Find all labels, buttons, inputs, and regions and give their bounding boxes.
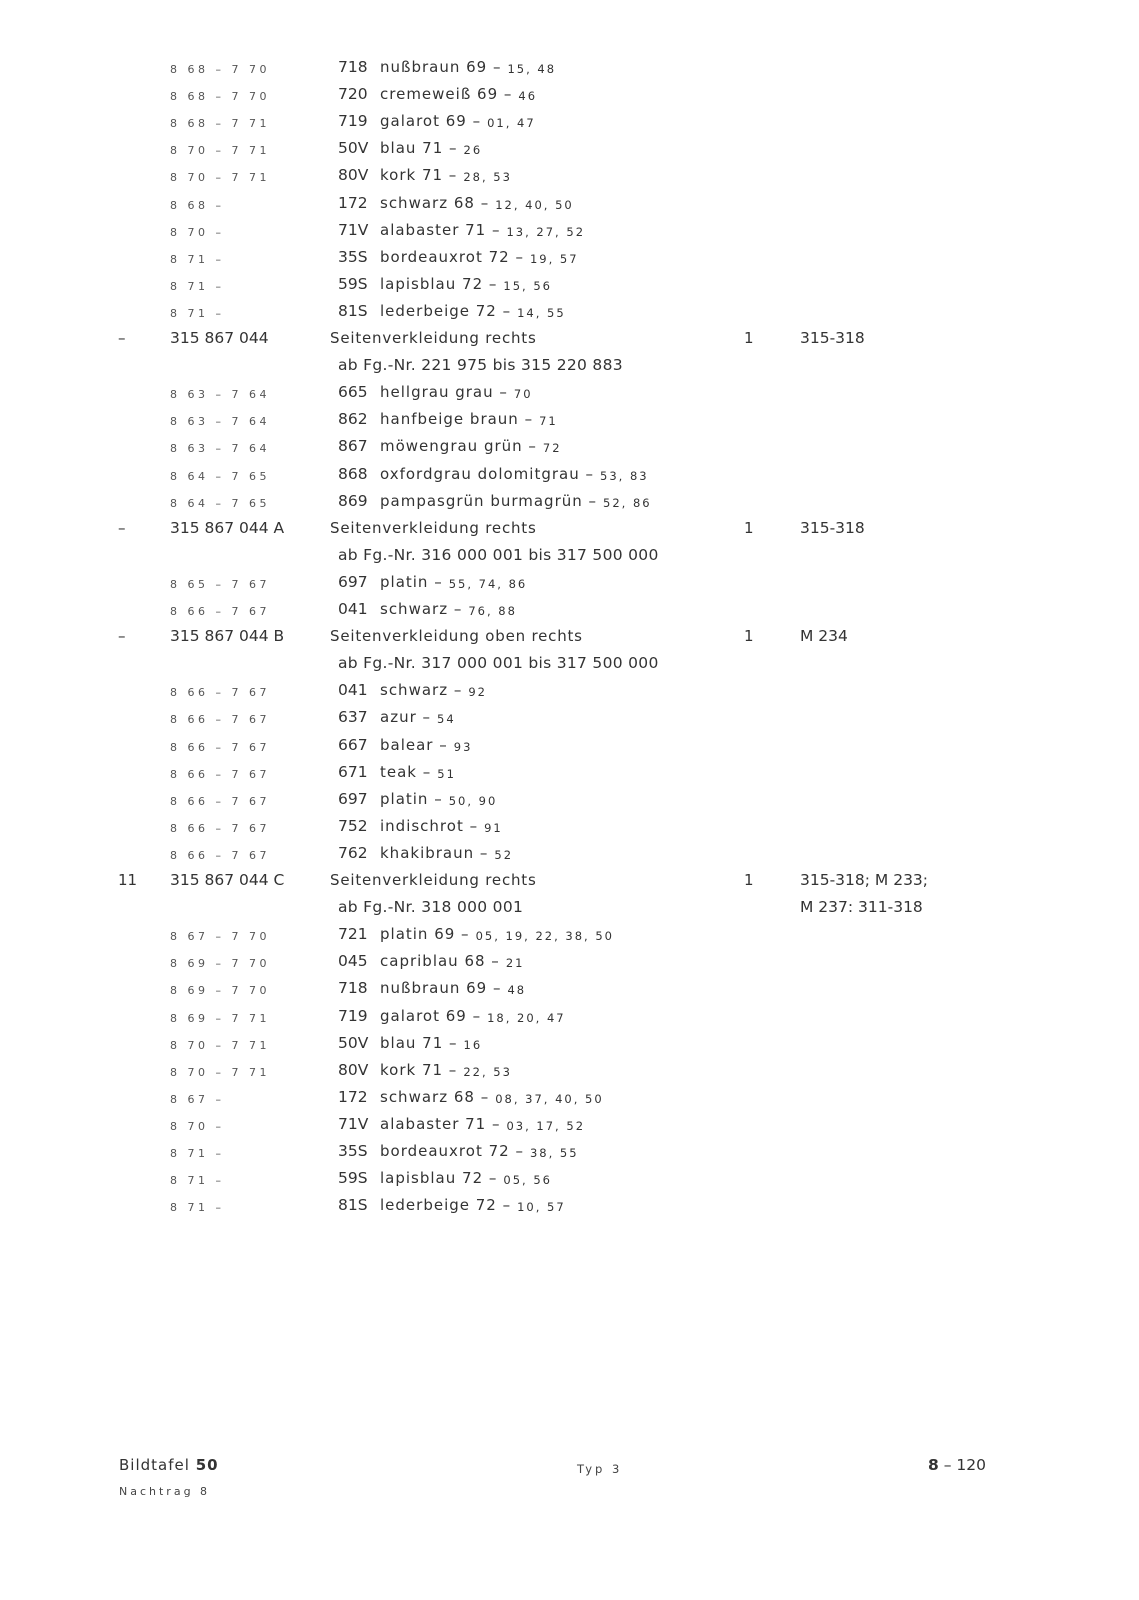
color-code: 59S (338, 1169, 368, 1188)
color-row (0, 952, 1139, 979)
color-name: schwarz 68 – (380, 193, 490, 212)
application-codes: 92 (468, 685, 487, 700)
application-codes: 01, 47 (487, 116, 536, 131)
part-description: Seitenverkleidung rechts (330, 518, 537, 537)
color-code: 71V (338, 1114, 369, 1133)
color-name: nußbraun 69 – (380, 58, 502, 76)
color-code: 59S (338, 274, 368, 293)
color-name: platin 69 – (380, 925, 470, 944)
color-row (0, 248, 1139, 275)
application-codes: 15, 48 (507, 62, 557, 76)
color-row (0, 763, 1139, 790)
application-codes: 46 (518, 89, 538, 104)
supplement-label: Nachtrag 8 (119, 1485, 211, 1498)
date-range: 8 71 – (170, 1201, 225, 1215)
color-row (0, 708, 1139, 735)
color-row (0, 465, 1139, 492)
application-codes: 08, 37, 40, 50 (495, 1091, 604, 1106)
color-name: möwengrau grün – (380, 437, 537, 456)
color-code: 50V (338, 139, 369, 158)
part-number: 315 867 044 B (170, 627, 285, 646)
application-codes: 21 (505, 956, 525, 971)
color-row (0, 410, 1139, 437)
date-range: 8 63 – 7 64 (170, 415, 270, 429)
item-marker: 11 (118, 871, 138, 889)
part-row (0, 871, 1139, 898)
application-codes: 03, 17, 52 (506, 1118, 586, 1133)
color-code: 752 (338, 816, 368, 835)
application-codes: 48 (507, 983, 527, 998)
application-codes: 71 (539, 414, 558, 429)
chassis-range: ab Fg.-Nr. 317 000 001 bis 317 500 000 (338, 654, 659, 673)
date-range: 8 66 – 7 67 (170, 794, 270, 808)
date-range: 8 70 – 7 71 (170, 1065, 270, 1079)
color-name: cremeweiß 69 – (380, 85, 513, 104)
application-codes: 05, 19, 22, 38, 50 (475, 929, 614, 944)
application-codes: 70 (513, 387, 533, 402)
date-range: 8 71 – (170, 1174, 225, 1188)
color-row (0, 85, 1139, 112)
type-label: Typ 3 (577, 1462, 623, 1476)
date-range: 8 66 – 7 67 (170, 740, 270, 754)
color-row (0, 1115, 1139, 1142)
color-code: 697 (338, 572, 368, 591)
date-range: 8 70 – (170, 225, 225, 239)
color-code: 719 (338, 1006, 368, 1025)
chassis-range: ab Fg.-Nr. 318 000 001 (338, 898, 524, 917)
part-number: 315 867 044 A (170, 518, 285, 537)
date-range: 8 66 – 7 67 (170, 686, 270, 700)
color-code: 172 (338, 193, 368, 212)
date-range: 8 69 – 7 71 (170, 1011, 270, 1025)
application-codes: 91 (484, 820, 503, 835)
item-marker: – (118, 329, 126, 347)
date-range: 8 66 – 7 67 (170, 767, 270, 781)
quantity: 1 (744, 329, 754, 347)
color-code: 172 (338, 1087, 368, 1106)
color-name: pampasgrün burmagrün – (380, 491, 598, 510)
application-codes: 26 (463, 143, 483, 158)
date-range: 8 71 – (170, 306, 225, 320)
part-description: Seitenverkleidung rechts (330, 329, 537, 347)
color-name: lederbeige 72 – (380, 1196, 512, 1215)
color-name: alabaster 71 – (380, 1114, 501, 1133)
remark: 315-318; M 233; (800, 871, 929, 889)
color-name: khakibraun – (380, 843, 489, 862)
date-range: 8 63 – 7 64 (170, 388, 270, 402)
color-row (0, 383, 1139, 410)
remark: 315-318 (800, 518, 865, 537)
date-range: 8 70 – 7 71 (170, 1038, 270, 1052)
application-codes: 52 (494, 847, 514, 862)
date-range: 8 68 – (170, 198, 225, 212)
date-range: 8 67 – 7 70 (170, 930, 270, 944)
color-code: 867 (338, 437, 368, 456)
color-name: alabaster 71 – (380, 220, 501, 239)
quantity: 1 (744, 518, 754, 537)
item-marker: – (118, 627, 126, 646)
color-row (0, 925, 1139, 952)
color-code: 81S (338, 1196, 368, 1215)
color-row (0, 112, 1139, 139)
application-codes: 55, 74, 86 (448, 576, 528, 591)
color-row (0, 437, 1139, 464)
color-row (0, 58, 1139, 85)
color-code: 35S (338, 247, 368, 266)
remark: 315-318 (800, 329, 865, 347)
application-codes: 54 (437, 712, 456, 727)
color-code: 862 (338, 410, 368, 429)
application-codes: 19, 57 (529, 251, 579, 266)
color-row (0, 1007, 1139, 1034)
color-name: lederbeige 72 – (380, 301, 512, 320)
part-description: Seitenverkleidung oben rechts (330, 627, 583, 646)
color-code: 720 (338, 85, 368, 104)
color-row (0, 844, 1139, 871)
color-code: 81S (338, 301, 368, 320)
color-name: teak – (380, 762, 432, 781)
color-code: 762 (338, 843, 368, 862)
application-codes: 14, 55 (517, 305, 566, 320)
color-code: 718 (338, 58, 368, 76)
color-code: 71V (338, 220, 369, 239)
application-codes: 18, 20, 47 (487, 1010, 566, 1025)
range-row (0, 898, 1139, 925)
color-code: 041 (338, 600, 368, 618)
date-range: 8 67 – (170, 1092, 225, 1106)
date-range: 8 70 – (170, 1119, 225, 1133)
application-codes: 13, 27, 52 (506, 224, 586, 239)
color-name: hellgrau grau – (380, 383, 508, 402)
date-range: 8 71 – (170, 1147, 225, 1160)
color-row (0, 1088, 1139, 1115)
color-row (0, 1142, 1139, 1169)
page-number: 8 – 120 (928, 1456, 987, 1474)
color-row (0, 1034, 1139, 1061)
part-row (0, 519, 1139, 546)
date-range: 8 64 – 7 65 (170, 496, 270, 510)
color-row (0, 1061, 1139, 1088)
color-code: 041 (338, 681, 368, 700)
application-codes: 22, 53 (463, 1064, 512, 1079)
chassis-range: ab Fg.-Nr. 316 000 001 bis 317 500 000 (338, 545, 659, 564)
color-code: 35S (338, 1142, 368, 1160)
chassis-range: ab Fg.-Nr. 221 975 bis 315 220 883 (338, 356, 623, 375)
color-name: blau 71 – (380, 139, 458, 158)
application-codes: 52, 86 (603, 495, 652, 510)
application-codes: 93 (453, 739, 473, 754)
application-codes: 51 (437, 766, 456, 781)
color-code: 637 (338, 708, 368, 727)
part-row (0, 627, 1139, 654)
remark: M 237: 311-318 (800, 898, 923, 917)
color-code: 50V (338, 1033, 369, 1052)
color-row (0, 736, 1139, 763)
date-range: 8 71 – (170, 279, 225, 293)
color-code: 667 (338, 735, 368, 754)
date-range: 8 65 – 7 67 (170, 577, 270, 591)
color-row (0, 1169, 1139, 1196)
application-codes: 38, 55 (529, 1146, 579, 1160)
range-row (0, 546, 1139, 573)
plate-label: Bildtafel 50 (119, 1456, 219, 1474)
date-range: 8 70 – 7 71 (170, 171, 270, 185)
color-code: 665 (338, 383, 368, 402)
part-number: 315 867 044 (170, 329, 269, 347)
date-range: 8 69 – 7 70 (170, 957, 270, 971)
quantity: 1 (744, 871, 754, 889)
color-row (0, 275, 1139, 302)
color-name: schwarz – (380, 681, 463, 700)
color-name: platin – (380, 789, 443, 808)
color-row (0, 573, 1139, 600)
color-name: kork 71 – (380, 1060, 458, 1079)
color-name: oxfordgrau dolomitgrau – (380, 464, 594, 483)
range-row (0, 356, 1139, 383)
color-code: 869 (338, 491, 368, 510)
color-row (0, 790, 1139, 817)
color-code: 80V (338, 166, 369, 185)
application-codes: 76, 88 (468, 604, 517, 618)
color-name: galarot 69 – (380, 112, 482, 131)
date-range: 8 66 – 7 67 (170, 848, 270, 862)
application-codes: 50, 90 (448, 793, 498, 808)
color-name: bordeauxrot 72 – (380, 1142, 524, 1160)
part-number: 315 867 044 C (170, 871, 285, 889)
application-codes: 28, 53 (463, 170, 512, 185)
color-name: lapisblau 72 – (380, 274, 498, 293)
remark: M 234 (800, 627, 848, 646)
color-name: galarot 69 – (380, 1006, 482, 1025)
color-name: azur – (380, 708, 432, 727)
color-row (0, 492, 1139, 519)
date-range: 8 69 – 7 70 (170, 984, 270, 998)
date-range: 8 66 – 7 67 (170, 713, 270, 727)
color-name: capriblau 68 – (380, 952, 500, 971)
part-description: Seitenverkleidung rechts (330, 871, 537, 889)
color-code: 80V (338, 1060, 369, 1079)
item-marker: – (118, 518, 126, 537)
color-row (0, 194, 1139, 221)
application-codes: 15, 56 (503, 278, 552, 293)
color-name: schwarz 68 – (380, 1087, 490, 1106)
date-range: 8 68 – 7 70 (170, 63, 270, 76)
color-code: 721 (338, 925, 368, 944)
application-codes: 16 (463, 1037, 483, 1052)
quantity: 1 (744, 627, 754, 646)
color-name: blau 71 – (380, 1033, 458, 1052)
color-code: 671 (338, 762, 368, 781)
color-code: 718 (338, 979, 368, 998)
date-range: 8 64 – 7 65 (170, 469, 270, 483)
application-codes: 12, 40, 50 (495, 197, 574, 212)
color-row (0, 139, 1139, 166)
date-range: 8 71 – (170, 252, 225, 266)
color-row (0, 1196, 1139, 1223)
color-row (0, 681, 1139, 708)
date-range: 8 68 – 7 71 (170, 117, 270, 131)
color-code: 697 (338, 789, 368, 808)
color-row (0, 221, 1139, 248)
color-name: kork 71 – (380, 166, 458, 185)
color-row (0, 302, 1139, 329)
color-row (0, 979, 1139, 1006)
color-name: nußbraun 69 – (380, 979, 502, 998)
date-range: 8 70 – 7 71 (170, 144, 270, 158)
color-name: balear – (380, 735, 448, 754)
date-range: 8 63 – 7 64 (170, 442, 270, 456)
application-codes: 72 (542, 441, 562, 456)
application-codes: 10, 57 (517, 1200, 566, 1215)
color-name: indischrot – (380, 816, 479, 835)
color-row (0, 166, 1139, 193)
range-row (0, 654, 1139, 681)
color-name: schwarz – (380, 600, 463, 618)
date-range: 8 66 – 7 67 (170, 821, 270, 835)
color-code: 719 (338, 112, 368, 131)
color-name: hanfbeige braun – (380, 410, 534, 429)
application-codes: 05, 56 (503, 1173, 552, 1188)
color-row (0, 817, 1139, 844)
date-range: 8 66 – 7 67 (170, 605, 270, 618)
color-name: bordeauxrot 72 – (380, 247, 524, 266)
color-code: 045 (338, 952, 368, 971)
date-range: 8 68 – 7 70 (170, 90, 270, 104)
color-code: 868 (338, 464, 368, 483)
color-name: platin – (380, 572, 443, 591)
color-row (0, 600, 1139, 627)
application-codes: 53, 83 (600, 468, 649, 483)
color-name: lapisblau 72 – (380, 1169, 498, 1188)
part-row (0, 329, 1139, 356)
